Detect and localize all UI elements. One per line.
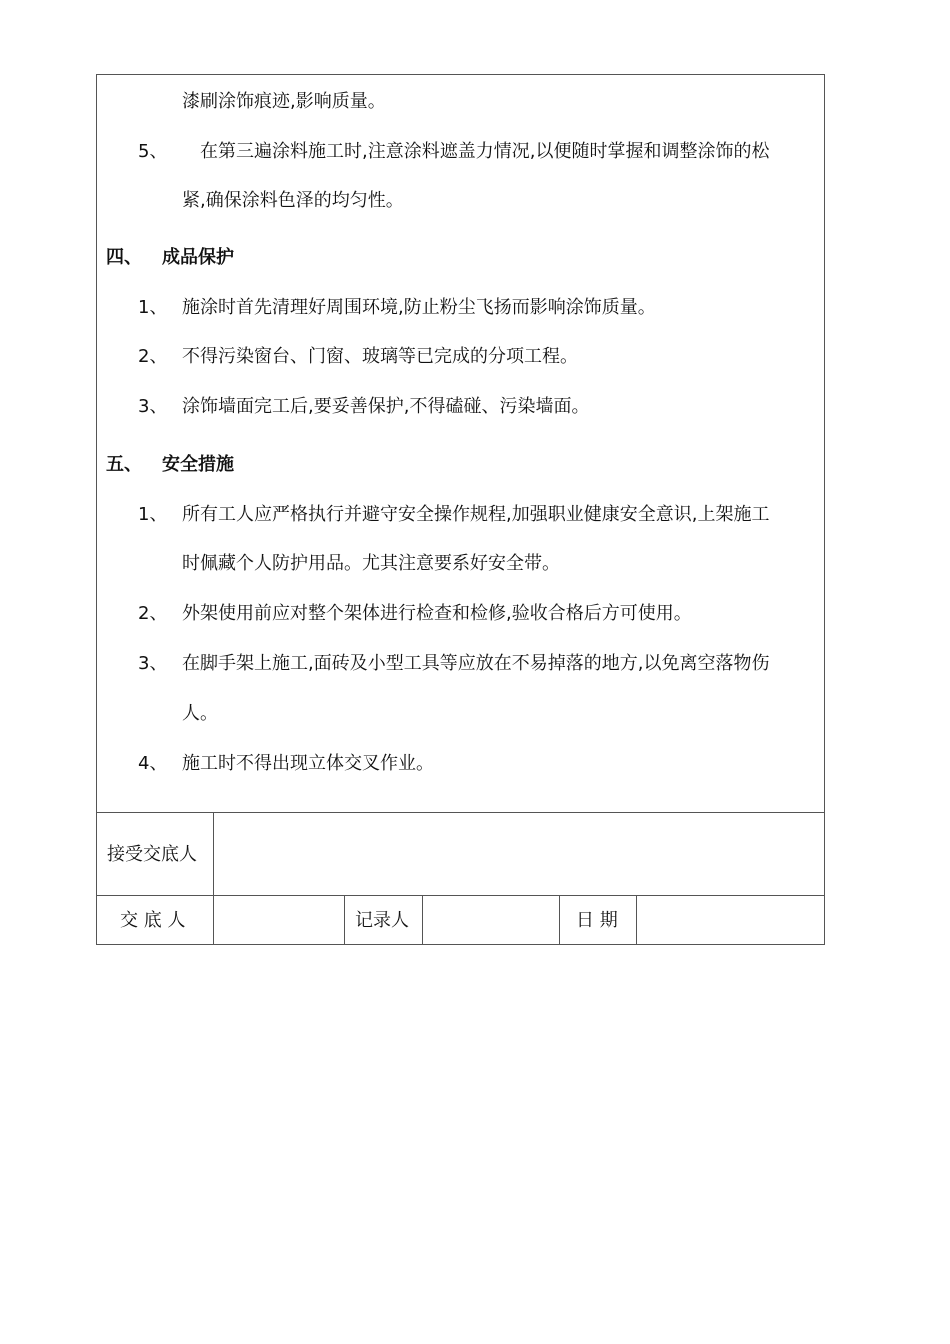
briefer-label: 交 底 人 [120,910,186,931]
footer-col-divider-4 [559,895,560,945]
footer-col-divider-5 [636,895,637,945]
s4-item1-number: 1、 [138,297,168,318]
item5-line2: 紧,确保涂料色泽的均匀性。 [182,190,404,211]
s5-item1-line1: 所有工人应严格执行并避守安全操作规程,加强职业健康安全意识,上架施工 [182,504,770,525]
date-label: 日 期 [576,910,618,931]
s4-item1-text: 施涂时首先清理好周围环境,防止粉尘飞扬而影响涂饰质量。 [182,297,656,318]
s4-item3-number: 3、 [138,396,168,417]
s4-item2-text: 不得污染窗台、门窗、玻璃等已完成的分项工程。 [182,346,578,367]
section5-title: 安全措施 [162,454,234,475]
footer-col-divider-3 [422,895,423,945]
s5-item4-number: 4、 [138,753,168,774]
s4-item2-number: 2、 [138,346,168,367]
item5-number: 5、 [138,141,168,162]
section4-number: 四、 [106,247,142,268]
footer-col-divider-1 [213,812,214,945]
s5-item1-line2: 时佩藏个人防护用品。尤其注意要系好安全带。 [182,553,560,574]
footer-top-border [96,812,825,813]
s5-item3-line1: 在脚手架上施工,面砖及小型工具等应放在不易掉落的地方,以免离空落物伤 [182,653,770,674]
s4-item3-text: 涂饰墙面完工后,要妥善保护,不得磕碰、污染墙面。 [182,396,590,417]
footer-col-divider-2 [344,895,345,945]
section5-number: 五、 [106,454,142,475]
footer-middle-border [96,895,825,896]
s5-item2-number: 2、 [138,603,168,624]
s5-item3-number: 3、 [138,653,168,674]
s5-item2-line1: 外架使用前应对整个架体进行检查和检修,验收合格后方可使用。 [182,603,692,624]
section4-title: 成品保护 [162,247,234,268]
item5-line1: 在第三遍涂料施工时,注意涂料遮盖力情况,以便随时掌握和调整涂饰的松 [200,141,770,162]
receiver-label: 接受交底人 [107,844,197,865]
recorder-label: 记录人 [355,910,409,931]
s5-item4-line1: 施工时不得出现立体交叉作业。 [182,753,434,774]
s5-item1-number: 1、 [138,504,168,525]
s5-item3-line2: 人。 [182,703,218,724]
continuation-line: 漆刷涂饰痕迹,影响质量。 [182,91,386,112]
